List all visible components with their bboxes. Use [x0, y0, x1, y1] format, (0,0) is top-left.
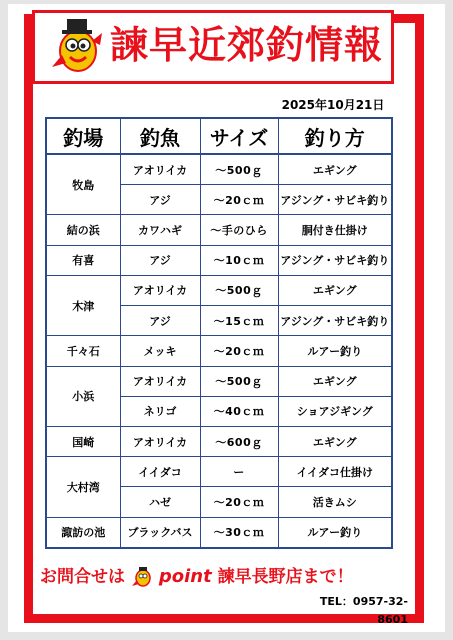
fish-cell: アジ [120, 245, 200, 275]
size-cell: ～500ｇ [200, 154, 278, 185]
size-cell: ～20ｃｍ [200, 185, 278, 215]
phone-number: TEL：0957-32-8601 [319, 595, 408, 626]
method-cell: エギング [278, 275, 392, 305]
table-row [46, 426, 392, 456]
method-cell: 活きムシ [278, 487, 392, 517]
size-cell: ～20ｃｍ [200, 487, 278, 517]
table-row [46, 245, 392, 275]
contact-prefix: お問合せは [40, 567, 125, 587]
size-cell: ～30ｃｍ [200, 517, 278, 548]
fish-cell: メッキ [120, 336, 200, 366]
table-row [46, 517, 392, 548]
place-cell: 牧島 [46, 154, 120, 215]
fish-cell: アジ [120, 185, 200, 215]
method-cell: アジング・サビキ釣り [278, 185, 392, 215]
place-cell: 大村湾 [46, 457, 120, 517]
size-cell: ～手のひら [200, 215, 278, 245]
method-cell: エギング [278, 154, 392, 185]
method-cell: アジング・サビキ釣り [278, 306, 392, 336]
place-cell: 結の浜 [46, 215, 120, 245]
method-cell: アジング・サビキ釣り [278, 245, 392, 275]
place-cell: 有喜 [46, 245, 120, 275]
fish-cell: イイダコ [120, 457, 200, 487]
contact-line [40, 564, 415, 590]
table-row [46, 366, 392, 396]
method-cell: エギング [278, 366, 392, 396]
fish-mascot-icon [48, 15, 106, 75]
method-cell: イイダコ仕掛け [278, 457, 392, 487]
method-cell: ルアー釣り [278, 517, 392, 548]
fish-cell: ブラックバス [120, 517, 200, 548]
fish-cell: アオリイカ [120, 426, 200, 456]
method-cell: エギング [278, 426, 392, 456]
column-header-place: 釣場 [46, 118, 120, 154]
size-cell: ー [200, 457, 278, 487]
place-cell: 国崎 [46, 426, 120, 456]
store-logo-word: point [158, 566, 212, 587]
fishing-table [45, 117, 393, 549]
report-date: 2025年10月21日 [281, 98, 385, 112]
column-header-fish: 釣魚 [120, 118, 200, 154]
size-cell: ～500ｇ [200, 366, 278, 396]
column-header-size: サイズ [200, 118, 278, 154]
table-row [46, 275, 392, 305]
place-cell: 千々石 [46, 336, 120, 366]
fish-cell: アジ [120, 306, 200, 336]
table-row [46, 154, 392, 185]
fish-cell: アオリイカ [120, 366, 200, 396]
size-cell: ～15ｃｍ [200, 306, 278, 336]
size-cell: ～10ｃｍ [200, 245, 278, 275]
place-cell: 木津 [46, 275, 120, 335]
page-title: 諫早近郊釣情報 [110, 23, 384, 67]
table-row [46, 336, 392, 366]
method-cell: 胴付き仕掛け [278, 215, 392, 245]
size-cell: ～500ｇ [200, 275, 278, 305]
size-cell: ～20ｃｍ [200, 336, 278, 366]
table-header-row [46, 118, 392, 154]
size-cell: ～600ｇ [200, 426, 278, 456]
contact-suffix: 諫早長野店まで！ [217, 567, 354, 587]
size-cell: ～40ｃｍ [200, 396, 278, 426]
table-row [46, 215, 392, 245]
fish-cell: アオリイカ [120, 275, 200, 305]
method-cell: ショアジギング [278, 396, 392, 426]
fish-cell: ハゼ [120, 487, 200, 517]
method-cell: ルアー釣り [278, 336, 392, 366]
place-cell: 諏訪の池 [46, 517, 120, 548]
fish-cell: アオリイカ [120, 154, 200, 185]
fish-cell: カワハギ [120, 215, 200, 245]
table-row [46, 457, 392, 487]
place-cell: 小浜 [46, 366, 120, 426]
fish-cell: ネリゴ [120, 396, 200, 426]
column-header-method: 釣り方 [278, 118, 392, 154]
fish-logo-icon [131, 566, 153, 588]
